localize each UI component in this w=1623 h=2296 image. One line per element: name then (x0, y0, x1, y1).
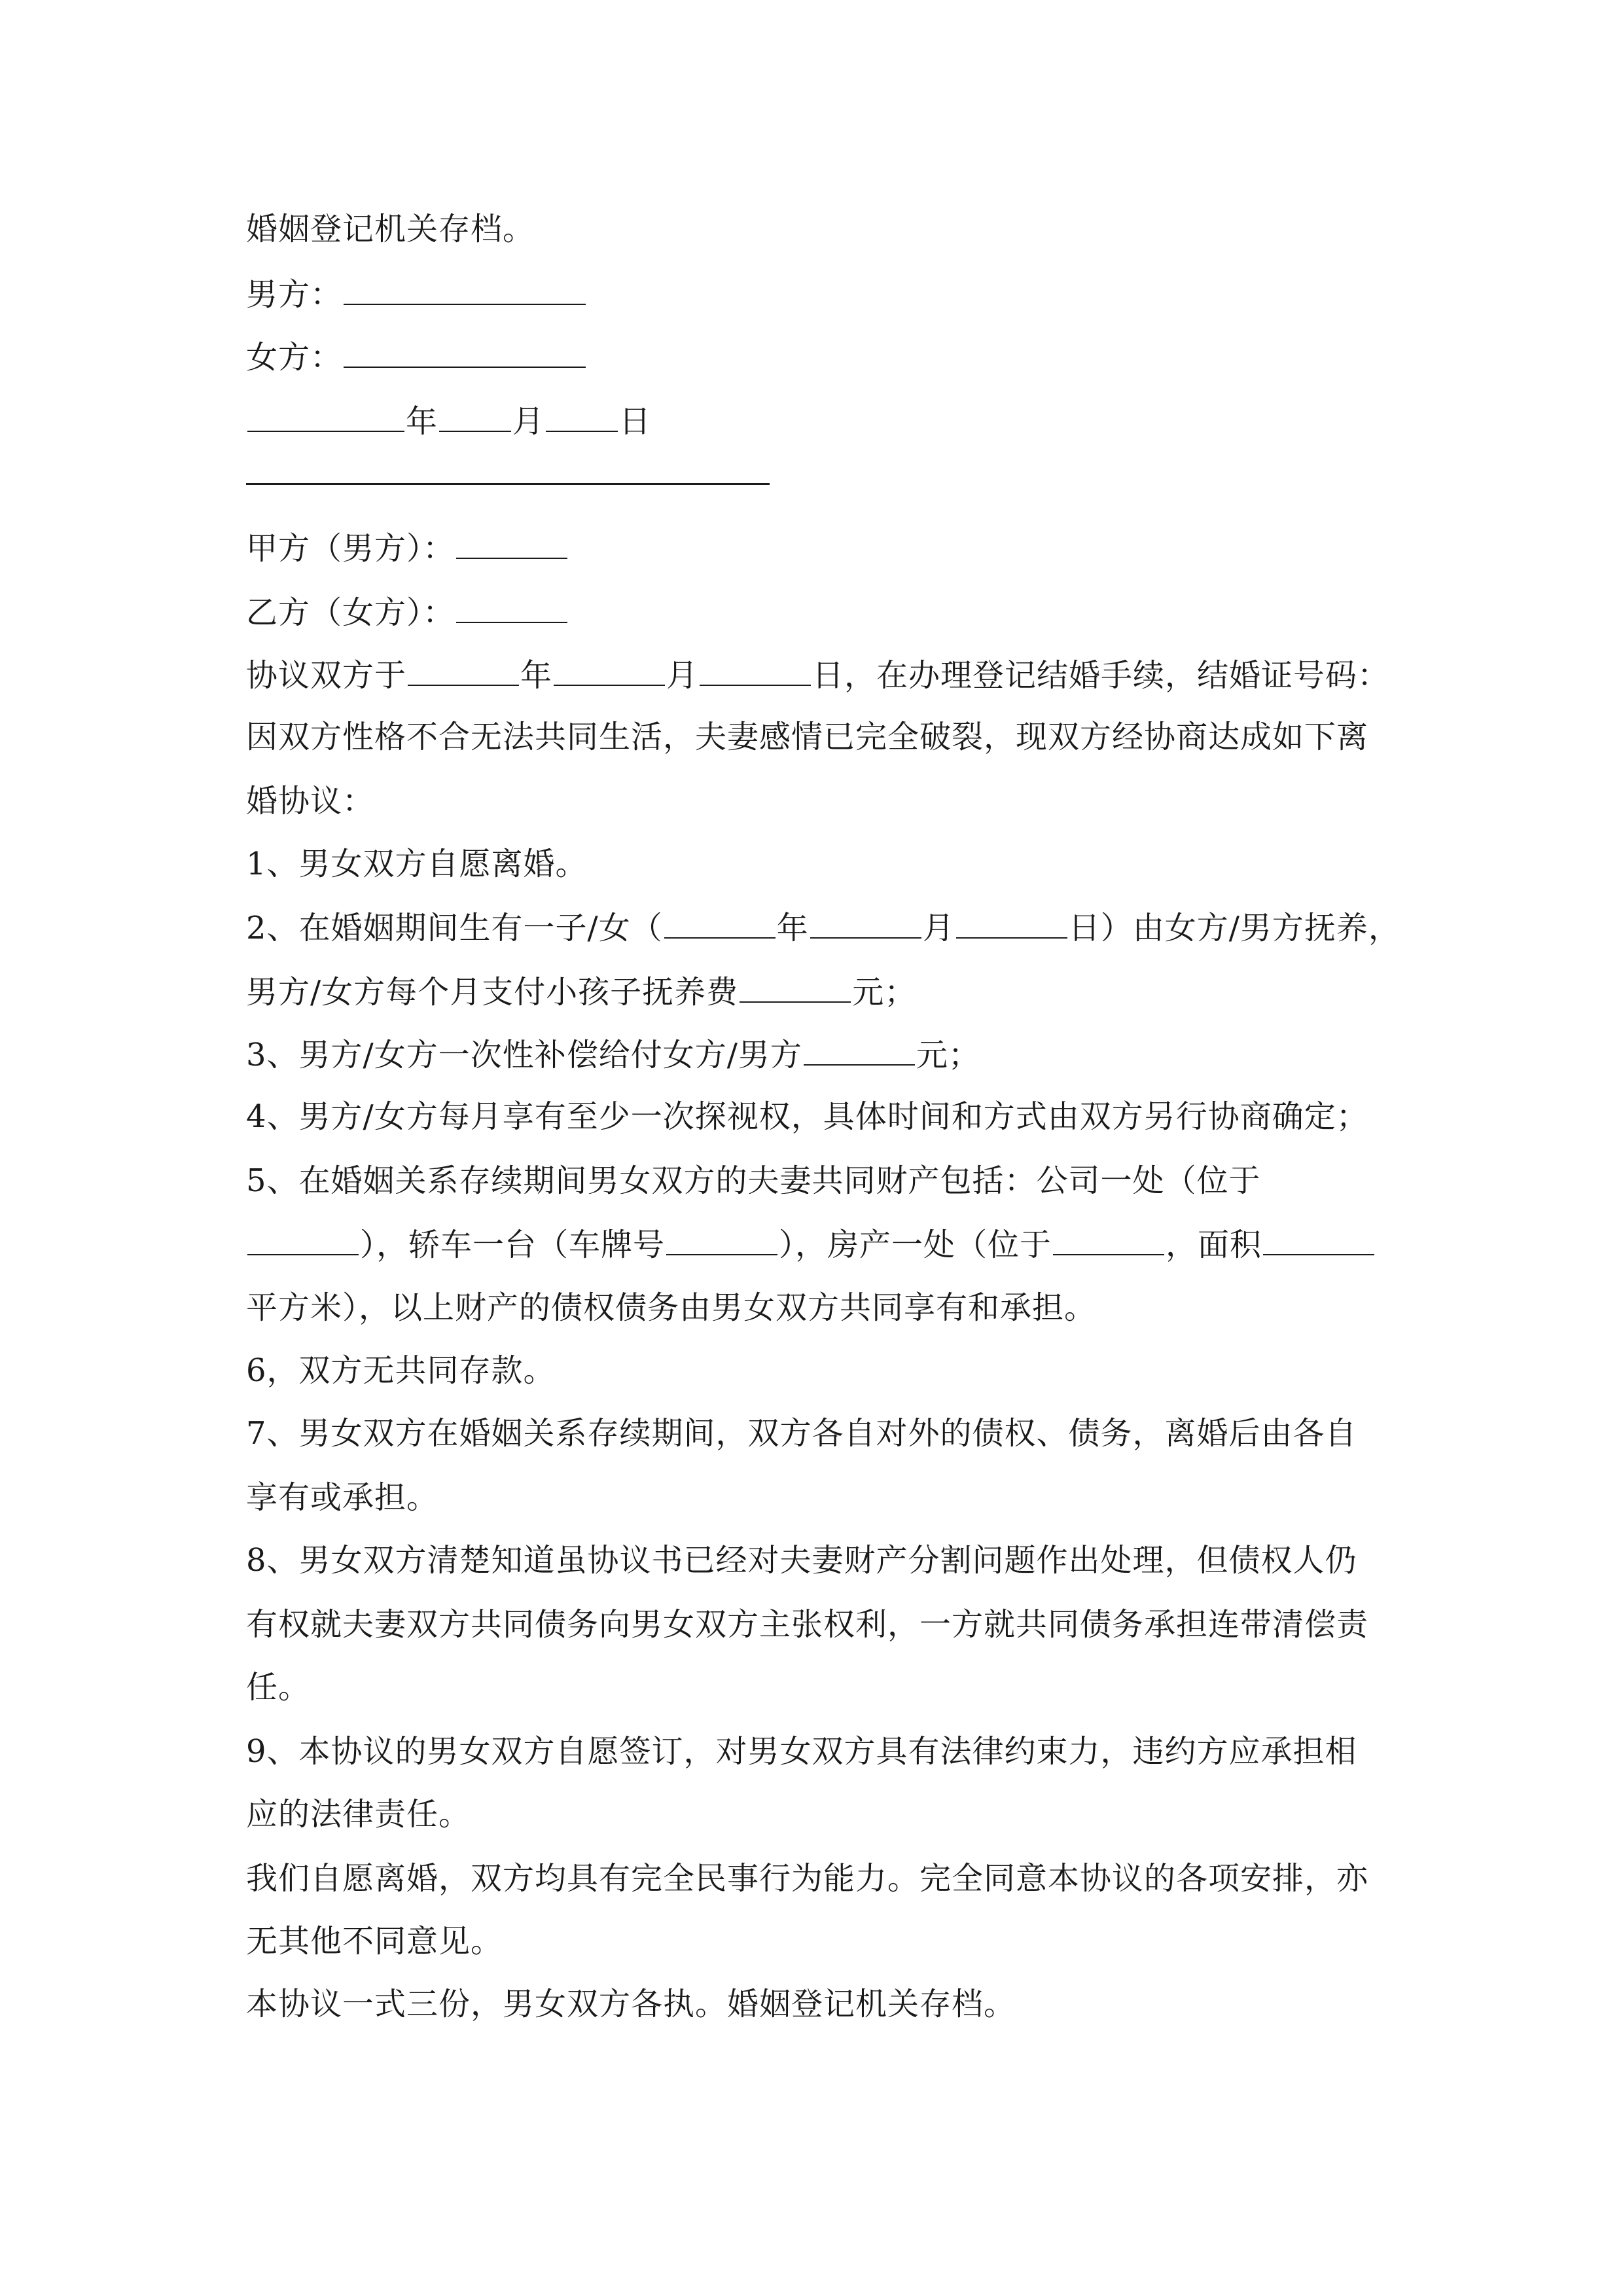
archive-line-top: 婚姻登记机关存档。 (246, 211, 535, 247)
intro-line-1: 协议双方于 年 月 日，在办理登记结婚手续，结婚证号码： (246, 655, 1389, 695)
clause-8-line-2: 有权就夫妻双方共同债务向男女双方主张权利，一方就共同债务承担连带清偿责 (246, 1606, 1369, 1643)
intro-line-2: 因双方性格不合无法共同生活，夫妻感情已完全破裂，现双方经协商达成如下离 (246, 719, 1369, 755)
marriage-day-blank[interactable] (700, 655, 811, 686)
marriage-month-blank[interactable] (554, 655, 665, 686)
marriage-year-blank[interactable] (408, 655, 519, 686)
copies-statement: 本协议一式三份，男女双方各执。婚姻登记机关存档。 (246, 1986, 1016, 2022)
clause-9-line-1: 9、本协议的男女双方自愿签订，对男女双方具有法律约束力，违约方应承担相 (246, 1733, 1357, 1770)
child-support-amount-blank[interactable] (740, 971, 851, 1003)
statement-line-2: 无其他不同意见。 (246, 1923, 503, 1960)
man-signature-line: 男方： (246, 274, 587, 314)
compensation-amount-blank[interactable] (804, 1034, 915, 1066)
clause-1: 1、男女双方自愿离婚。 (246, 846, 588, 882)
clause-5-line-1: 5、在婚姻关系存续期间男女双方的夫妻共同财产包括：公司一处（位于 (246, 1162, 1261, 1199)
party-b-blank[interactable] (456, 592, 567, 623)
party-a-line: 甲方（男方）： (246, 528, 569, 568)
statement-line-1: 我们自愿离婚，双方均具有完全民事行为能力。完全同意本协议的各项安排，亦 (246, 1860, 1369, 1897)
clause-2-line-1: 2、在婚姻期间生有一子/女（ 年 月 日）由女方/男方抚养， (246, 907, 1400, 948)
child-birth-year-blank[interactable] (664, 907, 776, 939)
party-a-blank[interactable] (456, 528, 567, 559)
clause-5-line-2: ），轿车一台（车牌号 ），房产一处（位于 ，面积 (246, 1224, 1376, 1265)
section-divider (246, 483, 770, 485)
woman-signature-blank[interactable] (344, 336, 586, 368)
clause-2-line-2: 男方/女方每个月支付小孩子抚养费 元； (246, 971, 916, 1012)
date-year-blank[interactable] (247, 401, 404, 432)
date-line: 年 月 日 (246, 401, 651, 441)
man-signature-blank[interactable] (344, 274, 586, 305)
date-day-blank[interactable] (546, 401, 618, 432)
party-b-line: 乙方（女方）： (246, 592, 569, 632)
clause-9-line-2: 应的法律责任。 (246, 1796, 471, 1833)
property-location-blank[interactable] (1053, 1224, 1164, 1255)
clause-8-line-1: 8、男女双方清楚知道虽协议书已经对夫妻财产分割问题作出处理，但债权人仍 (246, 1542, 1357, 1579)
clause-7-line-1: 7、男女双方在婚姻关系存续期间，双方各自对外的债权、债务，离婚后由各自 (246, 1415, 1357, 1452)
child-birth-day-blank[interactable] (956, 907, 1067, 939)
intro-line-3: 婚协议： (246, 783, 375, 819)
woman-signature-line: 女方： (246, 336, 587, 377)
clause-5-line-3: 平方米），以上财产的债权债务由男女双方共同享有和承担。 (246, 1289, 1097, 1326)
clause-8-line-3: 任。 (246, 1669, 311, 1706)
child-birth-month-blank[interactable] (810, 907, 921, 939)
clause-4: 4、男方/女方每月享有至少一次探视权，具体时间和方式由双方另行协商确定； (246, 1098, 1368, 1135)
clause-7-line-2: 享有或承担。 (246, 1479, 439, 1516)
clause-6: 6，双方无共同存款。 (246, 1352, 556, 1389)
property-area-blank[interactable] (1263, 1224, 1374, 1255)
company-location-blank[interactable] (247, 1224, 359, 1255)
date-month-blank[interactable] (439, 401, 511, 432)
car-plate-blank[interactable] (666, 1224, 777, 1255)
clause-3: 3、男方/女方一次性补偿给付女方/男方 元； (246, 1034, 980, 1075)
